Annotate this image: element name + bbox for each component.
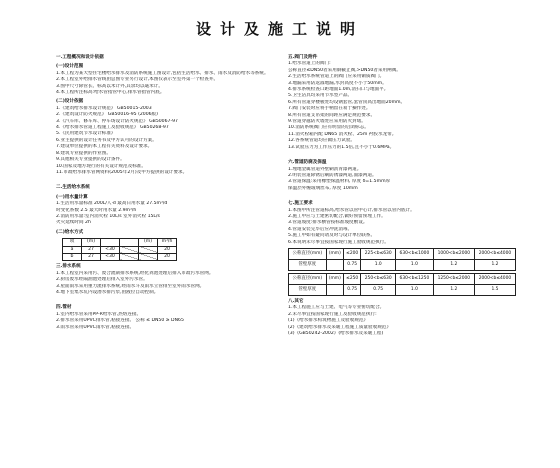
table-cell: 1.2 <box>474 259 515 270</box>
table-cell: 250<b≤630 <box>361 273 396 284</box>
text-line: 6.本说明未尽事宜按国家现行施工验收规范执行。 <box>288 239 389 245</box>
table-cell <box>101 239 120 246</box>
pressure-table <box>62 238 177 261</box>
text-line: 6.所有管道穿楼板处均设钢套管,套管顶高出地面20mm。 <box>288 99 406 105</box>
text-line: 5.《民用建筑节水设计标准》 <box>56 131 116 137</box>
table-cell <box>120 246 139 253</box>
table-row <box>289 273 516 284</box>
table-cell: m³/h <box>158 239 177 246</box>
text-line: 4.管道安装完毕后应冲洗消毒。 <box>288 226 353 232</box>
text-line: (3)《GB50242-2002》(给水排水及采暖工程) <box>288 331 384 336</box>
text-line: (1)《给水排水构筑物施工及验收规范》 <box>288 318 369 324</box>
text-line: 3.地漏采用防返溢地漏,水封高度不小于50mm。 <box>288 80 387 86</box>
text-line: 3.《汽车库、修车库、停车场设计防火规范》 GB50067-97 <box>56 118 178 124</box>
text-line: 5.卫生洁具均采用节水型产品。 <box>288 93 353 99</box>
table-cell: 项 <box>63 239 82 246</box>
table-cell <box>139 246 158 253</box>
text-line: 1.给水管道上的阀门: <box>288 61 331 67</box>
table-cell <box>120 253 139 260</box>
table-cell: ≤200 <box>343 248 360 259</box>
text-line: 4.本工程所注标高:给水管指管中心,排水管指管内底。 <box>56 90 165 96</box>
page-title: 设计及施工说明 <box>195 20 364 38</box>
table-cell: 0.75 <box>343 284 360 295</box>
text-line: 3.图中尺寸除管长、标高以米计外,其余均以毫米计。 <box>56 83 163 89</box>
table-cell: 0.75 <box>343 259 360 270</box>
table-cell: 27 <box>82 253 101 260</box>
text-line: 2.消防用水量:室内消火栓 10L/s 室外消火栓 15L/s <box>56 213 160 219</box>
table-cell: <30 <box>101 253 120 260</box>
table-cell: (mm) <box>326 273 343 284</box>
table-cell: 1250<b≤2000 <box>433 273 474 284</box>
section-heading: 六.管道防腐及保温 <box>288 160 327 166</box>
text-line: 9.管道穿越防火墙处应采用防火封堵。 <box>288 119 366 125</box>
text-line: 8.建筑专业提供的作业图。 <box>56 150 111 156</box>
text-line: 2.明装管道除锈后刷防锈漆两道,面漆两道。 <box>288 172 377 178</box>
text-line: 4.地下室集水坑内设潜水排污泵,由液位自动控制。 <box>56 290 159 295</box>
table-cell: 630<b≤1250 <box>395 273 433 284</box>
paragraph-pipes <box>56 312 284 331</box>
text-line: 7.建设单位提供的本工程有关资料及设计要求。 <box>56 144 153 150</box>
text-line: 4.排水系统检查口距地面1.0m,清扫口与地面平。 <box>288 87 389 93</box>
text-line: 10.消防系统阀门应有明显的启闭标志。 <box>288 125 369 131</box>
paragraph-other <box>288 305 516 337</box>
paragraph-construction <box>288 208 516 246</box>
text-line: 12.各系统管道均应做压力试验。 <box>288 138 356 144</box>
section-heading: 二.生活给水系统 <box>56 185 90 191</box>
section-subheading: (一)用水量计算 <box>56 194 88 200</box>
table-cell: 1.0 <box>395 284 433 295</box>
table-cell: 225<b≤630 <box>361 248 396 259</box>
section-heading: 七.施工要求 <box>288 201 313 207</box>
text-line: 1.生活用水量标准 200L/人·d 最高日用水量 27.5m³/d <box>56 201 168 207</box>
table-cell: 27 <box>82 246 101 253</box>
table-cell: 20 <box>158 253 177 260</box>
section-subheading: (一)设计范围 <box>56 64 84 70</box>
table-cell: 管壁厚度 <box>289 284 327 295</box>
text-line: 2.排水管采用UPVC排水管,粘接连接。 公称 ≤ DN50 ≥ DN65 <box>56 318 184 324</box>
table-cell: 1000<b≤2000 <box>433 248 474 259</box>
text-line: 8.所有管道支吊架的间距应满足规范要求。 <box>288 112 376 118</box>
text-line: 3.雨水管采用UPVC雨水管,粘接连接。 <box>56 324 135 330</box>
table-cell: 20 <box>158 246 177 253</box>
duct-thickness-table-2 <box>288 273 516 296</box>
paragraph-water-demand <box>56 201 284 227</box>
section-heading: 一.工程概况和设计依据 <box>56 55 104 60</box>
text-line: 4.《给水排水管道工程施工及验收规范》 GB50268-97 <box>56 125 169 131</box>
text-line: 11.市政给水排水管网资料(2005年2月)及甲方提供的设计要求。 <box>56 169 188 175</box>
text-line: 1.本图中所注管道标高,给水管以管中心计,排水管以管内底计。 <box>288 207 415 213</box>
section-subheading: (二)给水方式 <box>56 229 84 235</box>
table-row <box>63 239 177 246</box>
table-cell <box>326 259 343 270</box>
text-line: 保温层外缠玻璃丝布, 厚度 10mm <box>288 185 358 191</box>
text-line: 2.本工程室外给排水管线由总图专业另行设计,本图仅表示至室外第一个检查井。 <box>56 77 219 83</box>
table-row <box>63 253 177 260</box>
table-row <box>289 259 516 270</box>
section-heading: 五.阀门及附件 <box>288 55 318 60</box>
table-row <box>289 248 516 259</box>
left-column <box>56 52 284 331</box>
table-cell: 1.2 <box>433 284 474 295</box>
table-cell: 2000<b≤4000 <box>474 248 515 259</box>
paragraph-valves <box>288 61 516 151</box>
text-line: 2.施工中应与土建密切配合,做好预留预埋工作。 <box>288 213 386 219</box>
table-cell <box>139 253 158 260</box>
text-line: 2.厨房废水经隔油池处理后排入室外污水管。 <box>56 277 148 283</box>
paragraph-scope <box>56 71 284 97</box>
text-line: 6.业主提供的设计任务书及甲方认可的设计方案。 <box>56 137 157 143</box>
paragraph-basis <box>56 106 284 176</box>
duct-thickness-table-1 <box>288 248 516 271</box>
section-subheading: (二)设计依据 <box>56 99 84 105</box>
text-line: (2)《建筑给水排水及采暖工程施工质量验收规范》 <box>288 324 391 330</box>
text-line: 火灾延续时间 2h <box>56 220 91 226</box>
text-line: 7.阀门安装时应将手柄留在易于操作处。 <box>288 106 371 112</box>
paragraph-drainage <box>56 271 284 297</box>
table-cell: (m) <box>82 239 101 246</box>
section-heading: 四.管材 <box>56 305 72 311</box>
text-line: 1.本工程室内采用污、废合流制排水系统,经化粪池处理后排入市政污水管网。 <box>56 270 214 276</box>
table-cell: 1.0 <box>361 259 396 270</box>
text-line: 10.国家及地方现行的有关设计规范及标准。 <box>56 163 146 169</box>
table-cell <box>326 284 343 295</box>
table-cell: 公称直径(mm) <box>289 273 327 284</box>
paragraph-insulation <box>288 167 516 193</box>
right-column <box>288 52 516 337</box>
text-line: 1.《建筑给水排水设计规范》 GB50015-2003 <box>56 105 152 111</box>
text-line: 1.埋地金属管道外壁刷沥青漆两道。 <box>288 166 362 172</box>
table-cell <box>120 239 139 246</box>
text-line: 1.室内给水管采用PP-R给水管,热熔连接。 <box>56 311 142 317</box>
table-cell: 1.5 <box>474 284 515 295</box>
table-cell: 630<b≤1000 <box>395 248 433 259</box>
section-heading: 八.其它 <box>288 298 304 304</box>
table-row <box>289 284 516 295</box>
table-cell: 2000<b≤4000 <box>474 273 515 284</box>
text-line: 3.管道坡度:排水横管按标准坡度敷设。 <box>288 220 368 226</box>
table-row <box>63 246 177 253</box>
text-line: 2.生活给水系统管道上的阀门应采用铜质阀门。 <box>288 74 385 80</box>
table-cell: 0.75 <box>361 284 396 295</box>
text-line: 11.消火栓箱内配 DN65 消火栓、25m 衬胶水龙带。 <box>288 131 397 137</box>
text-line: 2.《建筑设计防火规范》 GB50016-95 (2006版) <box>56 112 158 118</box>
table-cell: (m) <box>139 239 158 246</box>
table-cell: b <box>63 253 82 260</box>
table-cell: 公称直径(mm) <box>289 248 327 259</box>
table-cell: 1.0 <box>395 259 433 270</box>
table-cell: ≤250 <box>343 273 360 284</box>
text-line: 时变化系数 2.5 最大时用水量 2.9m³/h <box>56 207 137 213</box>
text-line: 1.本工程施工应与土建、电气等专业密切配合。 <box>288 305 385 311</box>
table-cell: 1.2 <box>433 259 474 270</box>
text-line: 3.屋面雨水采用重力流排水系统,经雨水斗及雨水立管排至室外雨水管网。 <box>56 283 205 289</box>
text-line: 13.试验压力为工作压力的1.5倍,且不小于0.6MPa。 <box>288 144 395 150</box>
text-line: 1.本工程为某大型住宅楼给水排水及消防系统施工图设计,包括生活给水、排水、雨水及消防给水等系统。 <box>56 70 269 76</box>
text-line: 5.施工中如有疑问请及时与设计单位联系。 <box>288 233 376 239</box>
section-heading: 三.排水系统 <box>56 264 81 270</box>
text-line: 公称直径≤DN50者采用铜截止阀,>DN50者采用闸阀。 <box>288 67 401 73</box>
table-cell: 管壁厚度 <box>289 259 327 270</box>
text-line: 3.管道保温:采用橡塑保温材料, 厚度 δ=1.5mm厚 <box>288 179 391 185</box>
text-line: 9.其他相关专业提供的设计条件。 <box>56 157 125 163</box>
text-line: 2.未尽事宜按国家现行施工及验收规范执行: <box>288 311 377 317</box>
table-cell: <30 <box>101 246 120 253</box>
table-cell: (mm) <box>326 248 343 259</box>
table-cell: a <box>63 246 82 253</box>
